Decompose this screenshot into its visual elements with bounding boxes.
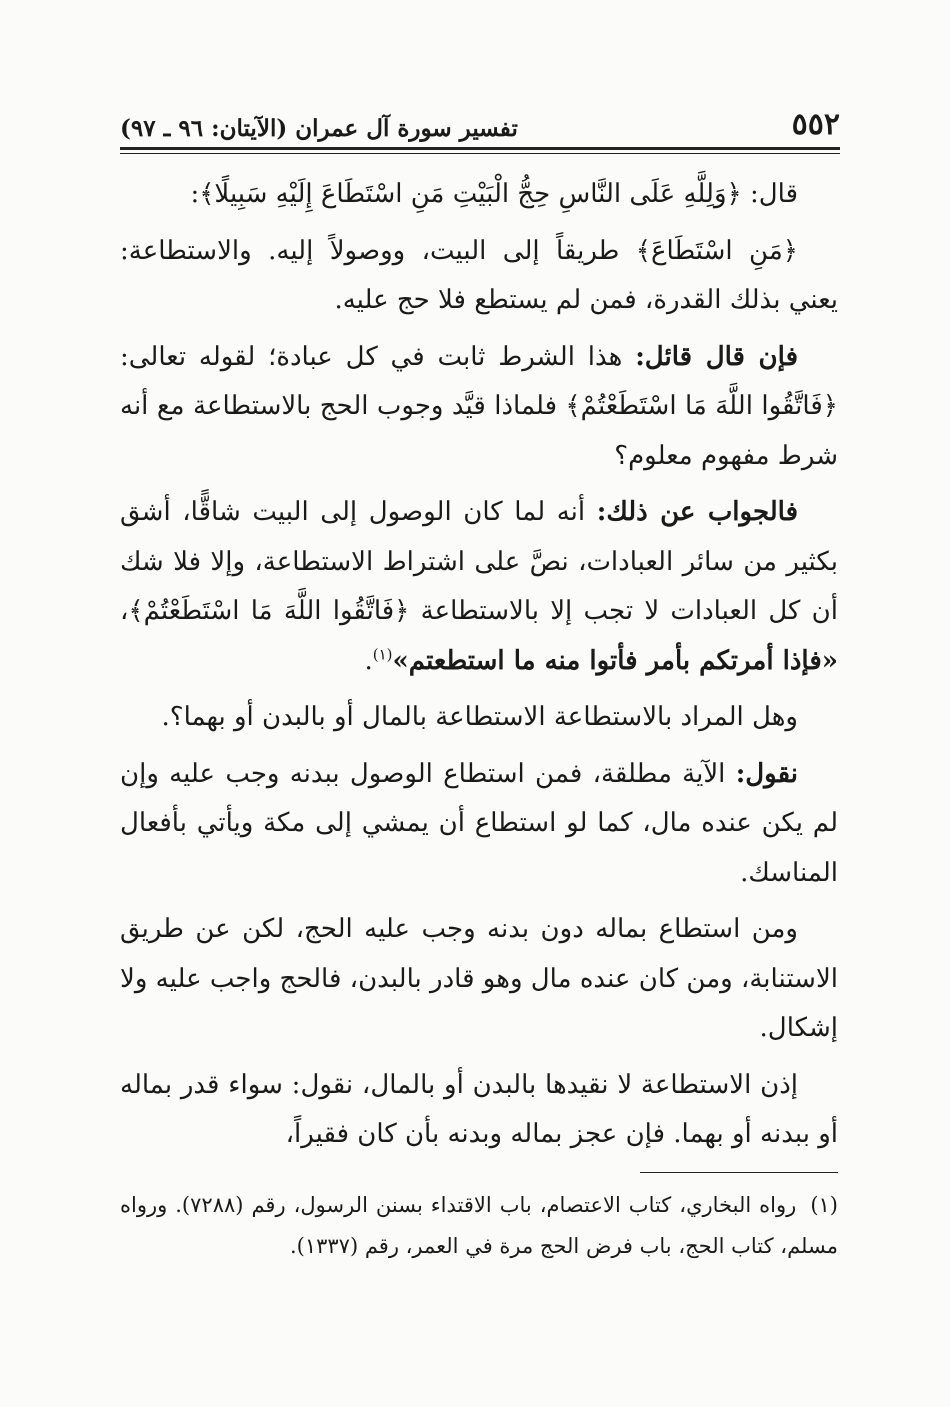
footnote-separator [640, 1172, 838, 1173]
paragraph-end: . [364, 645, 373, 676]
paragraph [120, 750, 838, 899]
header-rule-thin [120, 153, 840, 154]
paragraph-lead: نقول: [735, 758, 798, 789]
paragraph-lead: فالجواب عن ذلك: [596, 497, 799, 527]
main-text [120, 170, 838, 1167]
footnote-ref: (١) [372, 644, 393, 663]
paragraph-text: الآية مطلقة، فمن استطاع الوصول ببدنه وجب عليه وإن لم يكن عنده مال، كما لو استطاع أن يمشي إلى مكة ويأتي بأفعال المناسك. [120, 758, 838, 888]
paragraph: إذن الاستطاعة لا نقيدها بالبدن أو بالمال، نقول: سواء قدر بماله أو ببدنه أو بهما. فإن عجز بماله وبدنه بأن كان فقيراً، [120, 1069, 838, 1149]
paragraph [120, 333, 838, 482]
paragraph [120, 488, 838, 686]
page-number: ٥٥٢ [791, 107, 840, 142]
header-rule [120, 147, 840, 150]
page-header [120, 98, 840, 142]
footnote-mark: (١) [810, 1193, 838, 1217]
paragraph: وهل المراد بالاستطاعة الاستطاعة بالمال أو بالبدن أو بهما؟. [161, 702, 798, 732]
paragraph: ومن استطاع بماله دون بدنه وجب عليه الحج، لكن عن طريق الاستنابة، ومن كان عنده مال وهو قادر بالبدن، فالحج واجب عليه ولا إشكال. [120, 914, 838, 1043]
paragraph: ﴿مَنِ اسْتَطَاعَ﴾ طريقاً إلى البيت، ووصولاً إليه. والاستطاعة: يعني بذلك القدرة، فمن لم يستطع فلا حج عليه. [120, 235, 838, 315]
paragraph-text: هذا الشرط ثابت في كل عبادة؛ لقوله تعالى: ﴿فَاتَّقُوا اللَّهَ مَا اسْتَطَعْتُمْ﴾ فلماذا قيَّد وجوب الحج بالاستطاعة مع أنه شرط مفهوم معلوم؟ [120, 341, 838, 471]
paragraph: قال: ﴿وَلِلَّهِ عَلَى النَّاسِ حِجُّ الْبَيْتِ مَنِ اسْتَطَاعَ إِلَيْهِ سَبِيلًا﴾: [190, 179, 798, 209]
paragraph-lead: فإن قال قائل: [635, 341, 798, 372]
hadith-quote: «فإذا أمرتكم بأمر فأتوا منه ما استطعتم» [392, 645, 838, 676]
footnote [120, 1185, 838, 1267]
paragraph-text: أنه لما كان الوصول إلى البيت شاقًّا، أشق بكثير من سائر العبادات، نصَّ على اشتراط الاستطاعة، وإلا فلا شك أن كل العبادات لا تجب إلا بالاستطاعة ﴿فَاتَّقُوا اللَّهَ مَا اسْتَطَعْتُمْ﴾، [120, 497, 839, 626]
running-title: تفسير سورة آل عمران (الآيتان: ٩٦ ـ ٩٧) [120, 115, 518, 142]
footnote-text: رواه البخاري، كتاب الاعتصام، باب الاقتداء بسنن الرسول، رقم (٧٢٨٨). ورواه مسلم، كتاب الحج، باب فرض الحج مرة في العمر، رقم (١٣٣٧). [120, 1193, 838, 1258]
